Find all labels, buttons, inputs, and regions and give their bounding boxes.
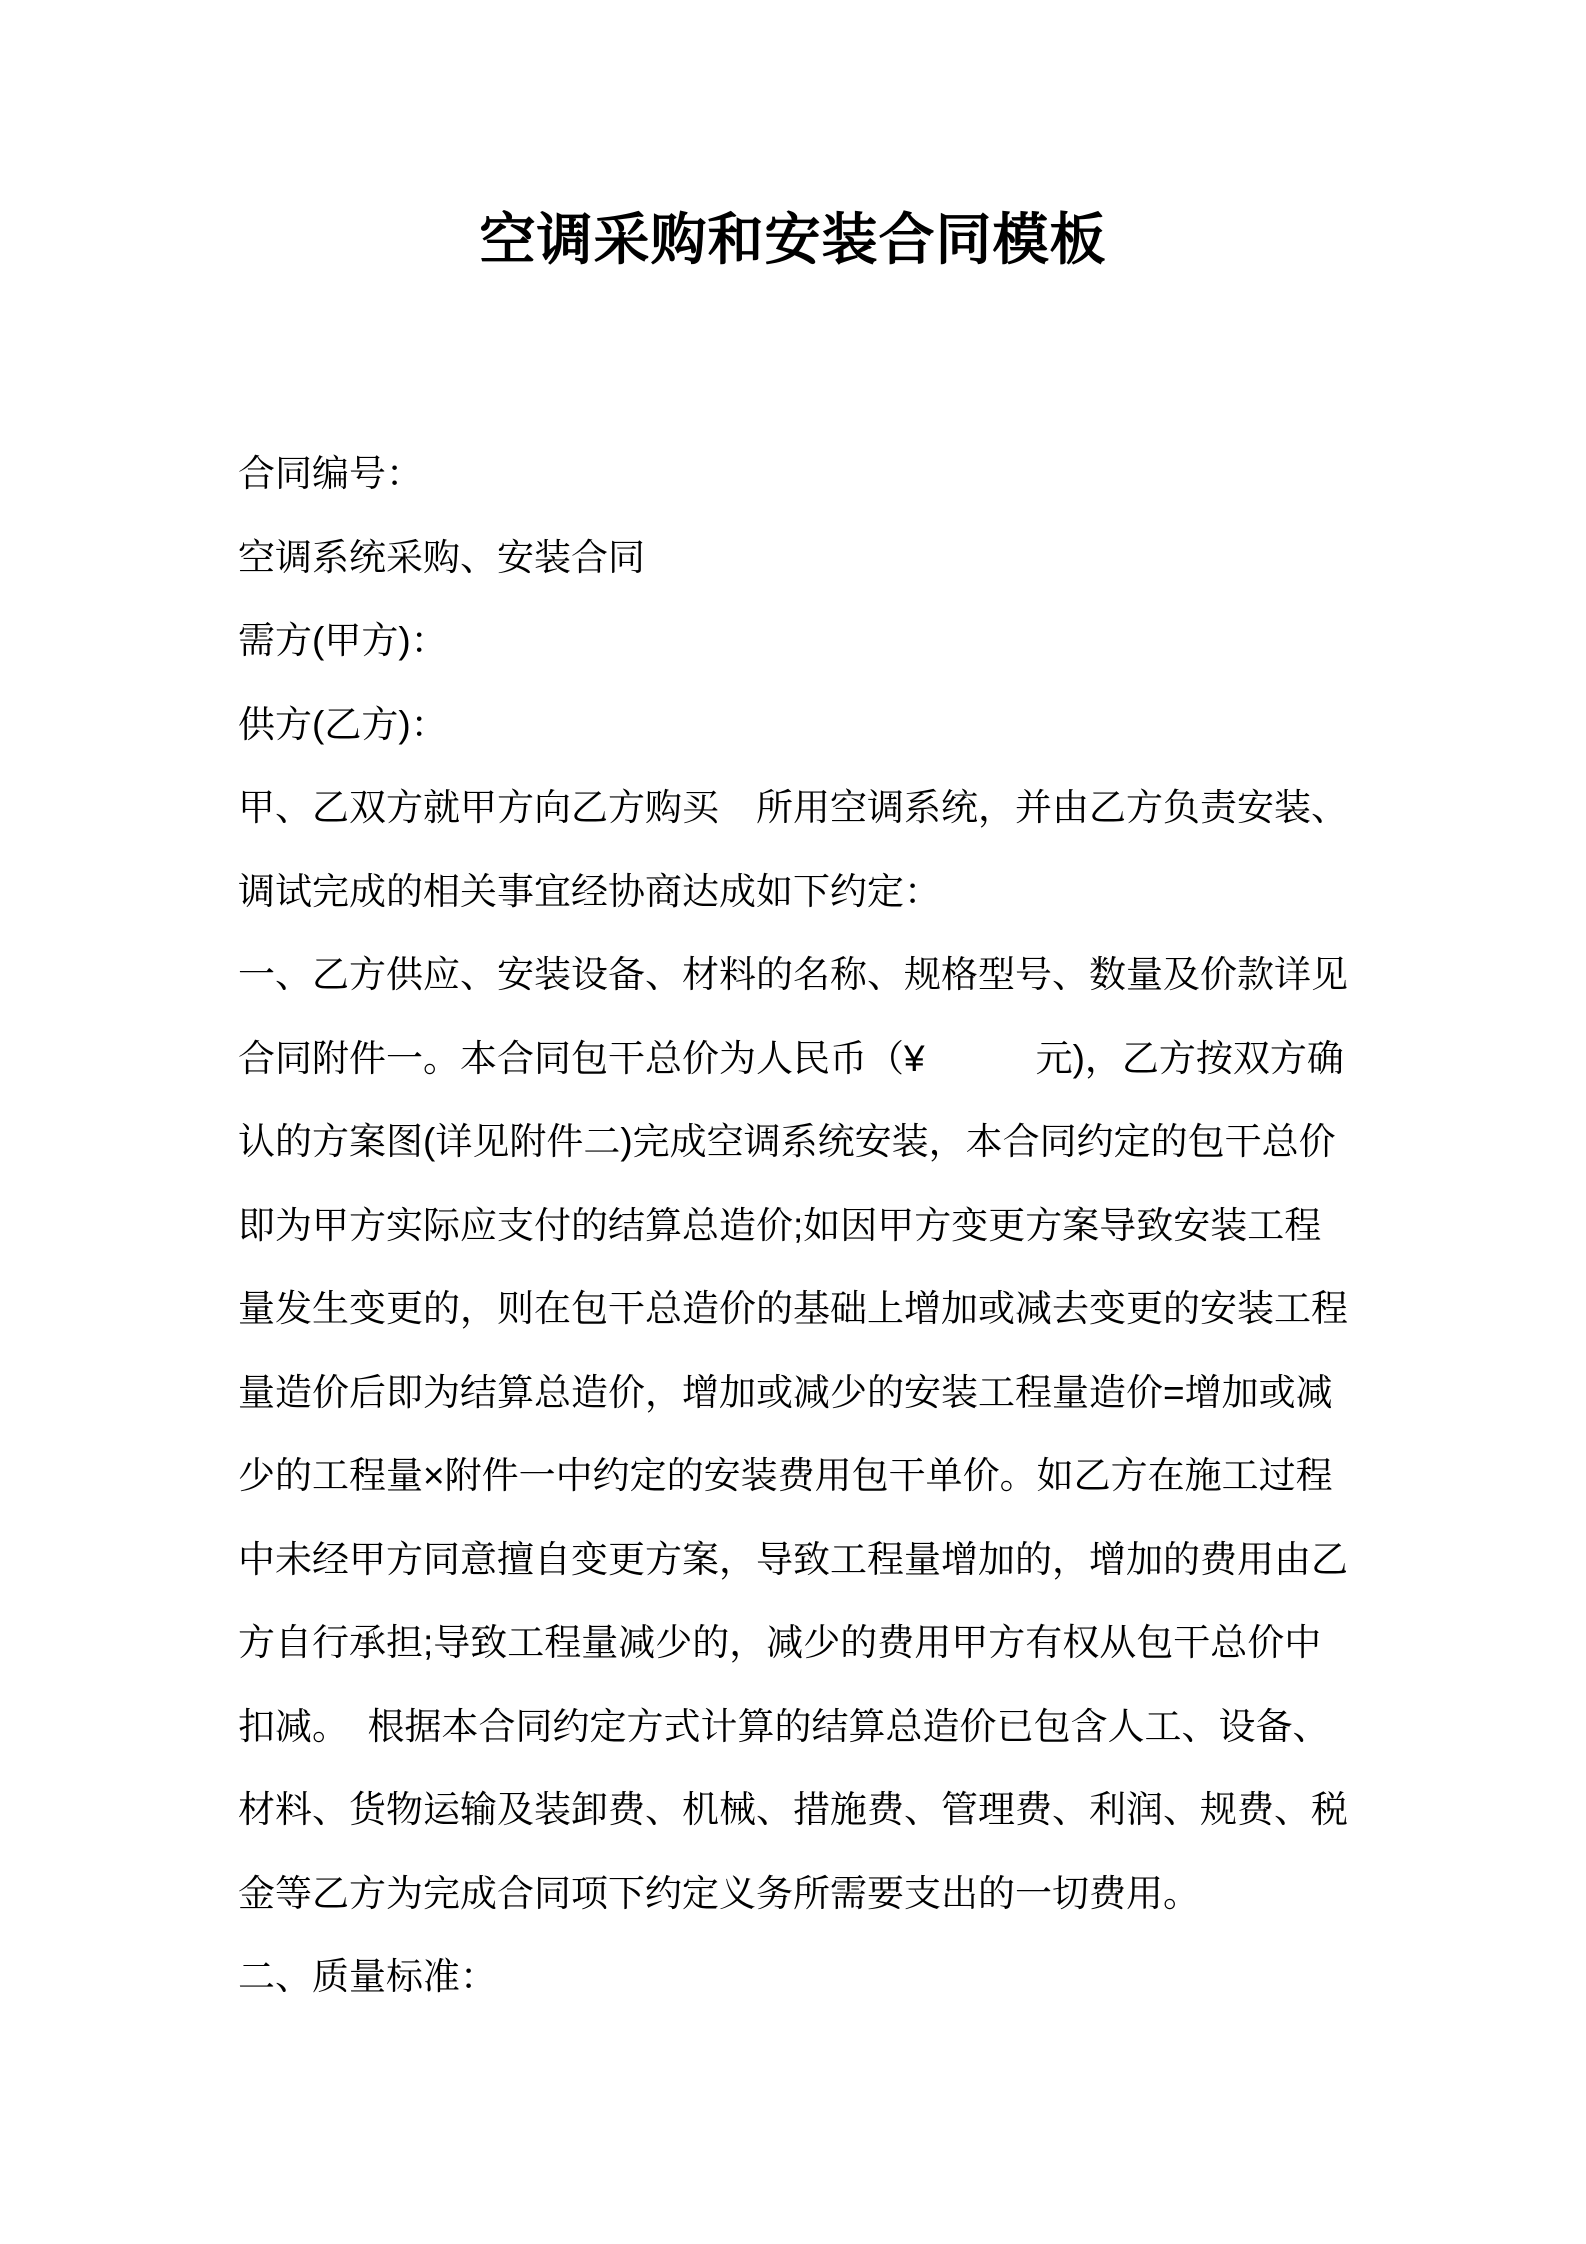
- contract-body: [238, 432, 1398, 2019]
- line-clause1-8: 中未经甲方同意擅自变更方案，导致工程量增加的，增加的费用由乙: [238, 1538, 1348, 1580]
- line-preamble-2: 调试完成的相关事宜经协商达成如下约定：: [238, 870, 941, 912]
- line-contract-subtitle: 空调系统采购、安装合同: [238, 536, 645, 578]
- line-clause1-2: 合同附件一。本合同包干总价为人民币（¥ 元)，乙方按双方确: [238, 1037, 1344, 1079]
- line-clause1-7: 少的工程量×附件一中约定的安装费用包干单价。如乙方在施工过程: [238, 1455, 1333, 1496]
- line-clause1-11: 材料、货物运输及装卸费、机械、措施费、管理费、利润、规费、税: [238, 1789, 1348, 1830]
- line-buyer-party: 需方(甲方)：: [238, 620, 448, 661]
- line-contract-number: 合同编号：: [238, 453, 423, 494]
- line-clause1-9: 方自行承担;导致工程量减少的，减少的费用甲方有权从包干总价中: [238, 1622, 1322, 1663]
- line-clause1-10: 扣减。 根据本合同约定方式计算的结算总造价已包含人工、设备、: [238, 1705, 1330, 1747]
- line-clause1-4: 即为甲方实际应支付的结算总造价;如因甲方变更方案导致安装工程: [238, 1204, 1322, 1246]
- line-preamble-1: 甲、乙双方就甲方向乙方购买 所用空调系统，并由乙方负责安装、: [238, 787, 1348, 828]
- document-title: 空调采购和安装合同模板: [479, 208, 1107, 271]
- line-clause1-5: 量发生变更的，则在包干总造价的基础上增加或减去变更的安装工程: [238, 1288, 1348, 1329]
- line-clause1-3: 认的方案图(详见附件二)完成空调系统安装，本合同约定的包干总价: [238, 1121, 1336, 1162]
- line-clause2-heading: 二、质量标准：: [238, 1956, 497, 1997]
- line-clause1-6: 量造价后即为结算总造价，增加或减少的安装工程量造价=增加或减: [238, 1371, 1333, 1413]
- line-clause1-12: 金等乙方为完成合同项下约定义务所需要支出的一切费用。: [238, 1872, 1200, 1914]
- line-supplier-party: 供方(乙方)：: [238, 703, 448, 745]
- line-clause1-1: 一、乙方供应、安装设备、材料的名称、规格型号、数量及价款详见: [238, 954, 1348, 995]
